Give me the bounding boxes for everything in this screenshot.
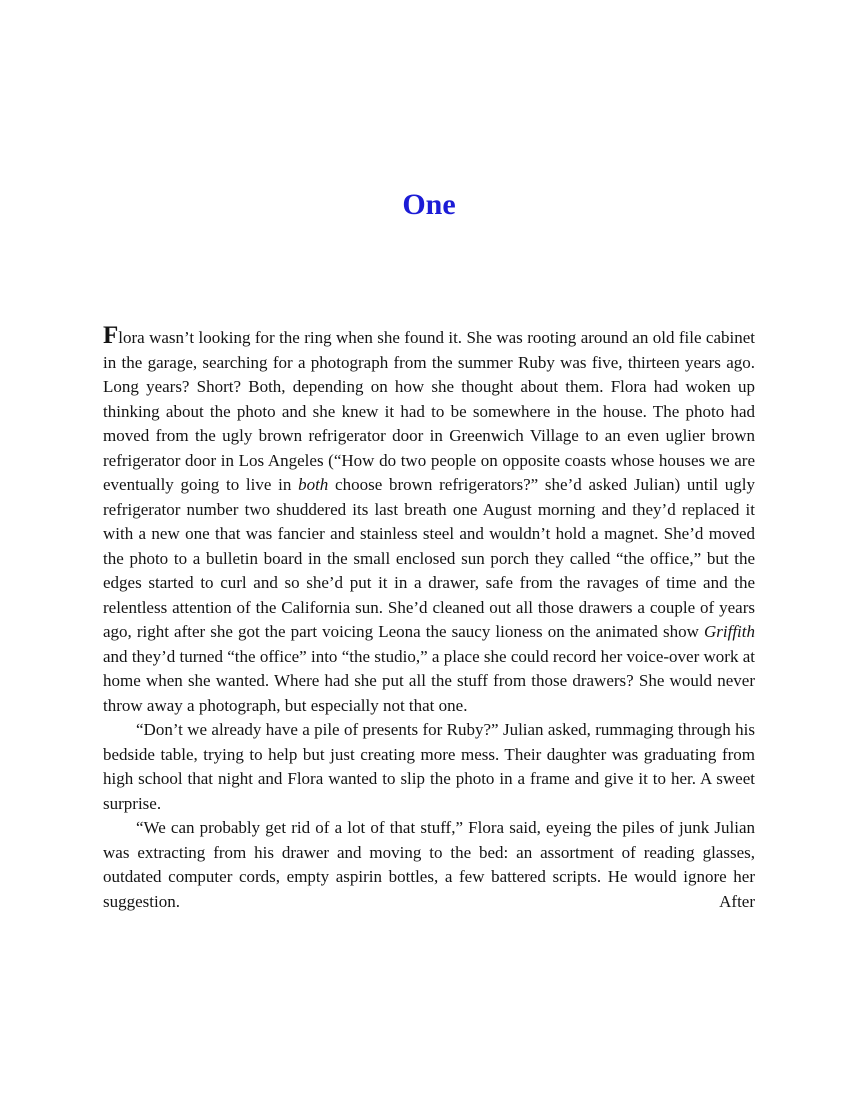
- paragraph: [103, 322, 756, 718]
- text-segment: choose brown refrigerators?” she’d asked Julian) until ugly refrigerator number two shuddered its last breath one August morning and they’d replaced it with a new one that was fancier and stainless steel and wouldn’t hold a magnet. She’d moved the photo to a bulletin board in the small enclosed sun porch they called “the office,” but the edges started to curl and so she’d put it in a drawer, safe from the ravages of time and the relentless attention of the California sun. She’d cleaned out all those drawers a couple of years ago, right after she got the part voicing Leona the saucy lioness on the animated show: [103, 475, 756, 641]
- paragraph: [103, 816, 755, 914]
- text-segment: “Don’t we already have a pile of presents for Ruby?” Julian asked, rummaging through his bedside table, trying to help but just creating more mess. Their daughter was graduating from high school that night and Flora wanted to slip the photo in a frame and give it to her. A sweet surprise.: [103, 720, 755, 813]
- text-segment: “We can probably get rid of a lot of that stuff,” Flora said, eyeing the piles of junk Julian was extracting from his drawer and moving to the bed: an assortment of reading glasses, outdated computer cords, empty aspirin bottles, a few battered scripts. He would ignore her suggestion. After: [103, 818, 755, 911]
- paragraph: [103, 718, 755, 816]
- italic-text-segment: both: [298, 475, 329, 494]
- text-segment: and they’d turned “the office” into “the studio,” a place she could record her voice-over work at home when she wanted. Where had she put all the stuff from those drawers? She would never throw away a photograph, but especially not that one.: [103, 646, 755, 715]
- initial-cap: F: [103, 322, 119, 349]
- text-segment: lora wasn’t looking for the ring when she found it. She was rooting around an old file cabinet in the garage, searching for a photograph from the summer Ruby was five, thirteen years ago. Long years? Short? Both, depending on how she thought about them. Flora had woken up thinking about the photo and she knew it had to be somewhere in the house. The photo had moved from the ugly brown refrigerator door in Greenwich Village to an even uglier brown refrigerator door in Los Angeles (“How do two people on opposite coasts whose houses we are eventually going to live in: [103, 328, 755, 494]
- italic-text-segment: Griffith: [703, 622, 755, 641]
- chapter-title: One: [402, 188, 456, 221]
- chapter-body: [103, 322, 756, 914]
